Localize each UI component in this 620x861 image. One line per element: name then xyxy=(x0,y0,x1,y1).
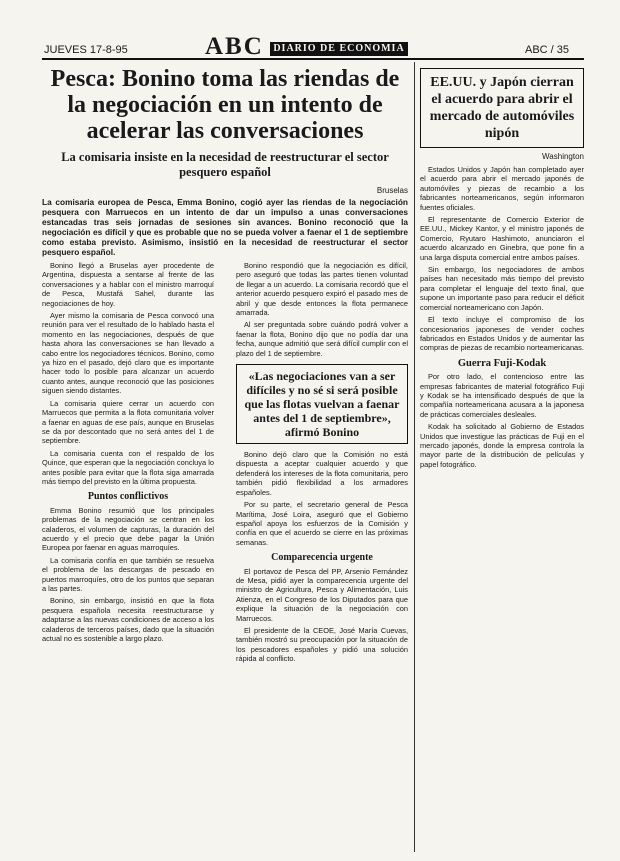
paragraph: La comisaria confía en que también se resuelva el problema de las descargas de pescado en puertos marroquíes, otro de los puntos que separan a las partes. xyxy=(42,555,214,593)
paragraph: El presidente de la CEOE, José María Cuevas, también mostró su preocupación por la situación de los pescadores españoles y pidió una solución rápida al conflicto. xyxy=(236,625,408,664)
side-article xyxy=(420,64,584,852)
side-column xyxy=(420,165,584,469)
side-dateline: Washington xyxy=(542,152,584,161)
paragraph: Estados Unidos y Japón han completado ayer el acuerdo para abrir el mercado japonés de automóviles y piezas de recambio a los fabricantes norteamericanos, según informaron fuentes oficiales. xyxy=(420,165,584,212)
paragraph: Ayer mismo la comisaria de Pesca convocó una reunión para ver el resultado de lo hablado hasta el momento en las negociaciones, después de que hasta ahora las conversaciones se han llevado a cabo entre los negociadores técnicos. Bonino, como ya hizo en el pasado, dejó claro que es importante hacer todo lo posible para alcanzar un acuerdo cuanto antes, aunque reconoció que las posiciones siguen siendo distantes. xyxy=(42,311,214,396)
section-banner: DIARIO DE ECONOMIA xyxy=(270,42,408,56)
paragraph: Bonino respondió que la negociación es difícil, pero aseguró que todas las partes tienen voluntad de llegar a un acuerdo. La comisaria recordó que el anterior acuerdo pesquero expiró el pasado mes de abril y que desde entonces la flota permanece amarrada. xyxy=(236,261,408,318)
paragraph: Bonino, sin embargo, insistió en que la flota pesquera española necesita reestructurarse y adaptarse a las nuevas condiciones de acceso a los caladeros de terceros países, dado que la situación actual no es sostenible a largo plazo. xyxy=(42,596,214,644)
pull-quote: «Las negociaciones van a ser difíciles y no sé si será posible que las flotas vuelvan a faenar antes del 1 de septiembre», afirmó Bonino xyxy=(236,364,408,444)
side-headline: EE.UU. y Japón cierran el acuerdo para abrir el mercado de automóviles nipón xyxy=(420,68,584,148)
main-column-2 xyxy=(236,261,408,667)
paragraph: La comisaria cuenta con el respaldo de los Quince, que esperan que la negociación concluya lo antes posible para evitar que la flota siga amarrada más tiempo del previsto en la última propuesta. xyxy=(42,448,214,486)
paragraph: El portavoz de Pesca del PP, Arsenio Fernández de Mesa, pidió ayer la comparecencia urgente del ministro de Agricultura, Pesca y Alimentación, Luis Atienza, en el Congreso de los Diputados para que explique la situación de la negociación con Marruecos. xyxy=(236,566,408,623)
main-dateline: Bruselas xyxy=(376,186,408,195)
page-label: ABC / 35 xyxy=(525,44,570,56)
main-column-1 xyxy=(42,261,214,667)
main-columns xyxy=(42,261,408,667)
column-divider xyxy=(414,62,415,852)
issue-date: JUEVES 17-8-95 xyxy=(44,44,128,56)
main-lead: La comisaria europea de Pesca, Emma Bonino, cogió ayer las riendas de la negociación pesquera con Marruecos en un intento de dar un impulso a unas conversaciones estancadas tras seis jornadas de sesiones sin avances. Bonino reconoció que la negociación es difícil y que es probable que no se pueda volver a faenar el 1 de septiembre como estaba previsto. Asimismo, insistió en la necesidad de reestructurar el sector pesquero español. xyxy=(42,197,408,257)
paragraph: Bonino llegó a Bruselas ayer procedente de Argentina, dispuesta a sentarse al frente de las conversaciones y a hablar con el ministro marroquí de Pesca, Mustafá Sahel, durante las negociaciones de hoy. xyxy=(42,261,214,308)
paper-logo: ABC xyxy=(205,33,264,60)
paragraph: Al ser preguntada sobre cuándo podrá volver a faenar la flota, Bonino dijo que no podía dar una fecha, aunque admitió que será difícil cumplir con el plazo del 1 de septiembre. xyxy=(236,320,408,358)
subheading-puntos: Puntos conflictivos xyxy=(87,491,169,503)
paragraph: Por otro lado, el contencioso entre las empresas fabricantes de material fotográfico Fuji y Kodak se ha intensificado después de que la compañía norteamericana acusara a la japonesa de prácticas comerciales desleales. xyxy=(420,372,584,419)
main-article xyxy=(42,62,408,852)
paragraph: Por su parte, el secretario general de Pesca Marítima, José Loira, aseguró que el Gobierno español apoya los esfuerzos de la Comisión y confía en que el acuerdo se cierre en las próximas semanas. xyxy=(236,500,408,547)
subheading-comparecencia: Comparecencia urgente xyxy=(271,552,373,564)
masthead-rule xyxy=(42,58,584,60)
subheading-fuji-kodak: Guerra Fuji-Kodak xyxy=(457,357,547,369)
paragraph: Sin embargo, los negociadores de ambos países han necesitado más tiempo del previsto para completar el lenguaje del texto final, que supone un importante paso para reducir el déficit comercial norteamericano con Japón. xyxy=(420,265,584,312)
masthead xyxy=(0,0,620,62)
paragraph: El representante de Comercio Exterior de EE.UU., Mickey Kantor, y el ministro japonés de Comercio, Ryutaro Hashimoto, anunciaron el acuerdo alcanzado en Ginebra, que pone fin a una larga disputa comercial entre ambos países. xyxy=(420,215,584,262)
main-subhead: La comisaria insiste en la necesidad de reestructurar el sector pesquero español xyxy=(61,150,389,179)
paragraph: Kodak ha solicitado al Gobierno de Estados Unidos que investigue las prácticas de Fuji en el mercado japonés, donde la empresa controla la mayor parte de la distribución de películas y papel fotográfico. xyxy=(420,422,584,469)
paragraph: El texto incluye el compromiso de los concesionarios japoneses de vender coches fabricados en Estados Unidos y de aumentar las compras de piezas de recambio norteamericanas. xyxy=(420,315,584,353)
paragraph: La comisaria quiere cerrar un acuerdo con Marruecos que permita a la flota comunitaria volver a faenar en aguas de ese país, aunque en Bruselas se da por descontado que no será antes del 1 de septiembre. xyxy=(42,398,214,446)
main-headline: Pesca: Bonino toma las riendas de la negociación en un intento de acelerar las conversaciones xyxy=(50,66,400,144)
paragraph: Emma Bonino resumió que los principales problemas de la negociación se centran en los caladeros, el volumen de capturas, la duración del acuerdo y el precio que debe pagar la Unión Europea por faenar en aguas marroquíes. xyxy=(42,505,214,553)
paragraph: Bonino dejó claro que la Comisión no está dispuesta a aceptar cualquier acuerdo y que defenderá los intereses de la flota comunitaria, pero también pidió flexibilidad a los armadores españoles. xyxy=(236,450,408,497)
